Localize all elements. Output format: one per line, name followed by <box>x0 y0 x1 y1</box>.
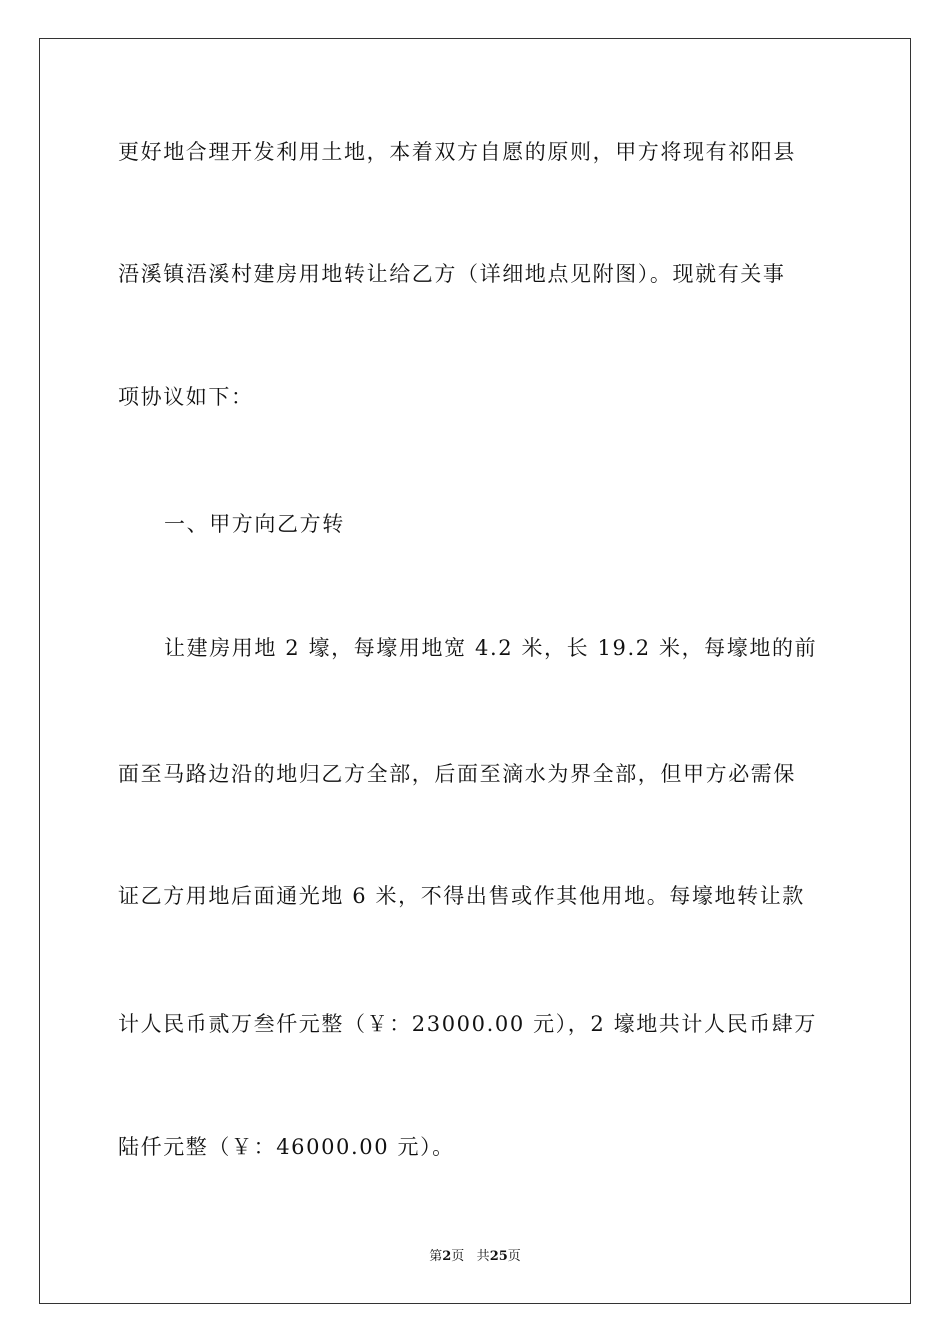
total-pages-number: 25 <box>489 1249 508 1264</box>
footer-prefix: 第 <box>429 1249 443 1264</box>
footer-total-suffix: 页 <box>507 1249 521 1264</box>
current-page-number: 2 <box>442 1249 452 1264</box>
body-text-line-6: 面至马路边沿的地归乙方全部，后面至滴水为界全部，但甲方必需保 <box>118 762 796 786</box>
page-border <box>39 38 911 1304</box>
body-text-line-8: 计人民币贰万叁仟元整（￥：23000.00 元），2 壕地共计人民币肆万 <box>118 1012 818 1036</box>
body-text-line-7: 证乙方用地后面通光地 6 米，不得出售或作其他用地。每壕地转让款 <box>118 884 805 908</box>
body-text-line-1: 更好地合理开发利用土地，本着双方自愿的原则，甲方将现有祁阳县 <box>118 140 796 164</box>
footer-total-prefix: 共 <box>476 1249 490 1264</box>
body-text-line-2: 浯溪镇浯溪村建房用地转让给乙方（详细地点见附图）。现就有关事 <box>118 262 786 286</box>
body-text-line-3: 项协议如下： <box>118 385 254 409</box>
body-text-line-9: 陆仟元整（￥：46000.00 元）。 <box>118 1135 455 1159</box>
footer-page-suffix: 页 <box>451 1249 465 1264</box>
body-text-line-5: 让建房用地 2 壕，每壕用地宽 4.2 米，长 19.2 米，每壕地的前 <box>164 636 818 660</box>
section-heading-1: 一、甲方向乙方转 <box>164 512 345 536</box>
page-footer <box>0 1248 950 1266</box>
